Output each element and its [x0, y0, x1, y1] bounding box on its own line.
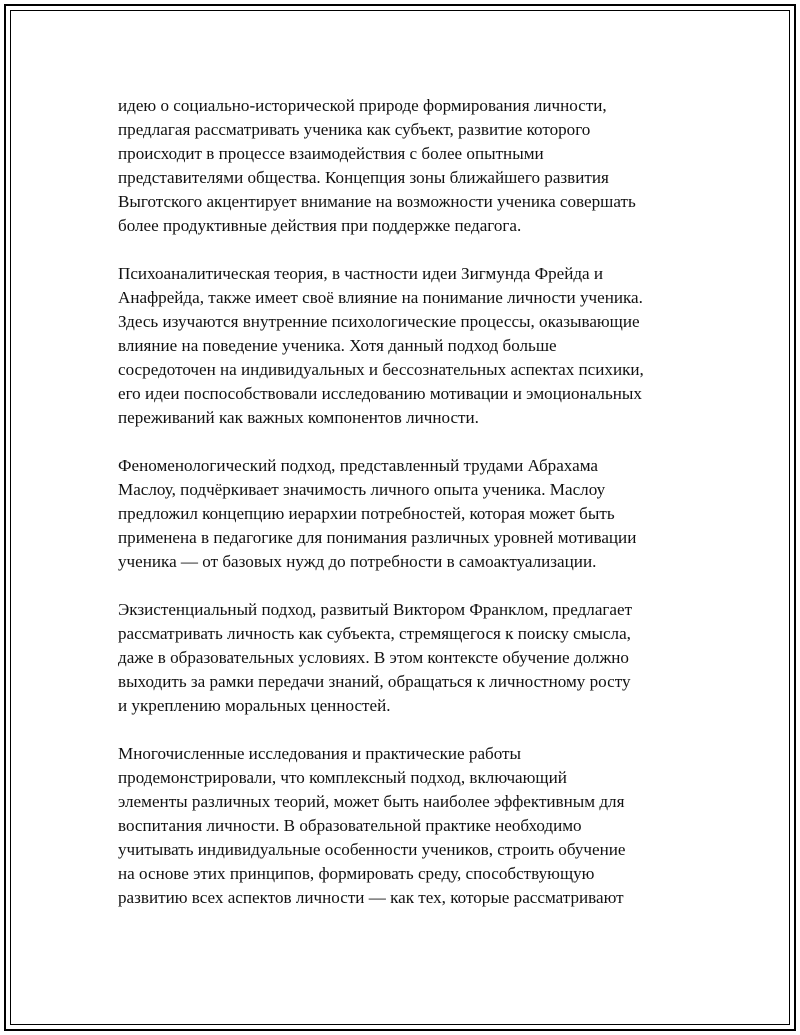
text-line: на основе этих принципов, формировать среду, способствующую — [118, 864, 595, 883]
text-line: Многочисленные исследования и практические работы — [118, 744, 522, 763]
paragraph-2 — [118, 262, 688, 430]
text-line: идею о социально-исторической природе формирования личности, — [118, 96, 607, 115]
text-line: Маслоу, подчёркивает значимость личного опыта ученика. Маслоу — [118, 480, 606, 499]
text-line: Феноменологический подход, представленный трудами Абрахама — [118, 456, 599, 475]
paragraph-1 — [118, 94, 688, 238]
text-line: Выготского акцентирует внимание на возможности ученика совершать — [118, 192, 636, 211]
text-line: продемонстрировали, что комплексный подход, включающий — [118, 768, 567, 787]
text-line: воспитания личности. В образовательной практике необходимо — [118, 816, 582, 835]
text-line: развитию всех аспектов личности — как тех, которые рассматривают — [118, 888, 624, 907]
text-line: учитывать индивидуальные особенности учеников, строить обучение — [118, 840, 626, 859]
text-line: предложил концепцию иерархии потребностей, которая может быть — [118, 504, 615, 523]
paragraph-4 — [118, 598, 688, 718]
text-line: даже в образовательных условиях. В этом контексте обучение должно — [118, 648, 629, 667]
text-line: выходить за рамки передачи знаний, обращаться к личностному росту — [118, 672, 631, 691]
text-line: Психоаналитическая теория, в частности идеи Зигмунда Фрейда и — [118, 264, 604, 283]
text-line: сосредоточен на индивидуальных и бессознательных аспектах психики, — [118, 360, 644, 379]
text-line: предлагая рассматривать ученика как субъект, развитие которого — [118, 120, 591, 139]
text-line: его идеи поспособствовали исследованию мотивации и эмоциональных — [118, 384, 642, 403]
text-line: Здесь изучаются внутренние психологические процессы, оказывающие — [118, 312, 640, 331]
text-line: и укреплению моральных ценностей. — [118, 696, 391, 715]
text-line: более продуктивные действия при поддержке педагога. — [118, 216, 522, 235]
text-line: Анафрейда, также имеет своё влияние на понимание личности ученика. — [118, 288, 643, 307]
text-line: Экзистенциальный подход, развитый Виктором Франклом, предлагает — [118, 600, 633, 619]
text-line: влияние на поведение ученика. Хотя данный подход больше — [118, 336, 557, 355]
paragraph-3 — [118, 454, 688, 574]
text-line: ученика — от базовых нужд до потребности в самоактуализации. — [118, 552, 597, 571]
text-line: представителями общества. Концепция зоны ближайшего развития — [118, 168, 609, 187]
text-line: применена в педагогике для понимания различных уровней мотивации — [118, 528, 637, 547]
text-line: рассматривать личность как субъекта, стремящегося к поиску смысла, — [118, 624, 631, 643]
text-line: происходит в процессе взаимодействия с более опытными — [118, 144, 544, 163]
text-line: элементы различных теорий, может быть наиболее эффективным для — [118, 792, 625, 811]
text-line: переживаний как важных компонентов личности. — [118, 408, 479, 427]
document-body — [118, 94, 688, 910]
paragraph-5 — [118, 742, 688, 910]
